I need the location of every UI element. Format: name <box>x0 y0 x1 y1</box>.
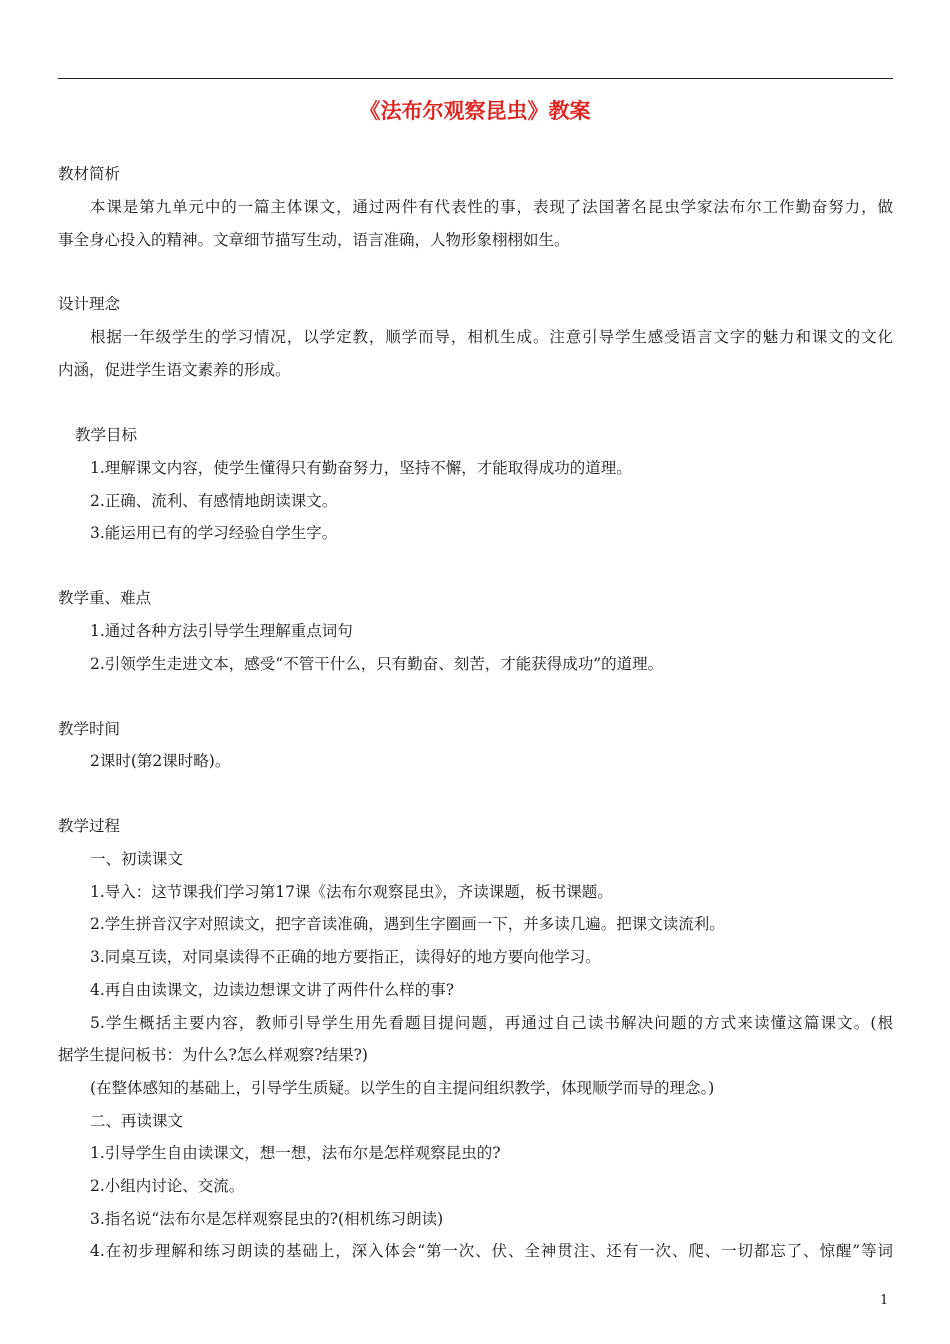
list-item: 2.小组内讨论、交流。 <box>90 1177 245 1195</box>
list-item: 3.同桌互读，对同桌读得不正确的地方要指正，读得好的地方要向他学习。 <box>90 948 601 966</box>
list-item: 2.引领学生走进文本，感受“不管干什么，只有勤奋、刻苦，才能获得成功”的道理。 <box>90 655 664 673</box>
paragraph-line: 据学生提问板书：为什么?怎么样观察?结果?) <box>58 1046 368 1064</box>
document-title: 《法布尔观察昆虫》教案 <box>359 98 591 123</box>
paragraph-line: 事全身心投入的精神。文章细节描写生动，语言准确，人物形象栩栩如生。 <box>58 231 570 249</box>
list-item: 2.学生拼音汉字对照读文，把字音读准确，遇到生字圈画一下，并多读几遍。把课文读流利。 <box>90 915 725 933</box>
heading-teaching-process: 教学过程 <box>58 817 121 835</box>
list-item: 5.学生概括主要内容，教师引导学生用先看题目提问题，再通过自己读书解决问题的方式来读懂这篇课文。(根 <box>90 1014 893 1032</box>
list-item: 3.能运用已有的学习经验自学生字。 <box>90 524 338 542</box>
heading-textbook-analysis: 教材简析 <box>58 165 121 183</box>
heading-design-concept: 设计理念 <box>58 295 121 313</box>
list-item: 4.再自由读课文，边读边想课文讲了两件什么样的事? <box>90 981 455 999</box>
list-item: 2.正确、流利、有感情地朗读课文。 <box>90 492 338 510</box>
heading-key-difficulties: 教学重、难点 <box>58 589 152 607</box>
heading-teaching-time: 教学时间 <box>58 720 121 738</box>
paragraph-line: 本课是第九单元中的一篇主体课文，通过两件有代表性的事，表现了法国著名昆虫学家法布尔工作勤奋努力，做 <box>90 198 893 216</box>
paragraph-line: (在整体感知的基础上，引导学生质疑。以学生的自主提问组织教学，体现顺学而导的理念。) <box>90 1079 715 1097</box>
paragraph-line: 根据一年级学生的学习情况，以学定教，顺学而导，相机生成。注意引导学生感受语言文字的魅力和课文的文化 <box>90 328 893 346</box>
list-item: 1.理解课文内容，使学生懂得只有勤奋努力，坚持不懈，才能取得成功的道理。 <box>90 459 632 477</box>
list-item: 1.引导学生自由读课文，想一想，法布尔是怎样观察昆虫的? <box>90 1144 501 1162</box>
subheading: 二、再读课文 <box>90 1112 184 1130</box>
subheading: 一、初读课文 <box>90 850 184 868</box>
list-item: 1.通过各种方法引导学生理解重点词句 <box>90 622 353 640</box>
list-item: 3.指名说“法布尔是怎样观察昆虫的?(相机练习朗读) <box>90 1210 444 1228</box>
list-item: 4.在初步理解和练习朗读的基础上，深入体会“第一次、伏、全神贯注、还有一次、爬、一切都忘了、惊醒”等词 <box>90 1242 893 1260</box>
list-item: 1.导入：这节课我们学习第17课《法布尔观察昆虫》，齐读课题，板书课题。 <box>90 883 613 901</box>
header-rule <box>58 78 893 79</box>
paragraph-line: 内涵，促进学生语文素养的形成。 <box>58 361 291 379</box>
heading-teaching-goals: 教学目标 <box>75 426 138 444</box>
page-number: 1 <box>880 1293 889 1308</box>
paragraph-line: 2课时(第2课时略)。 <box>90 752 231 770</box>
